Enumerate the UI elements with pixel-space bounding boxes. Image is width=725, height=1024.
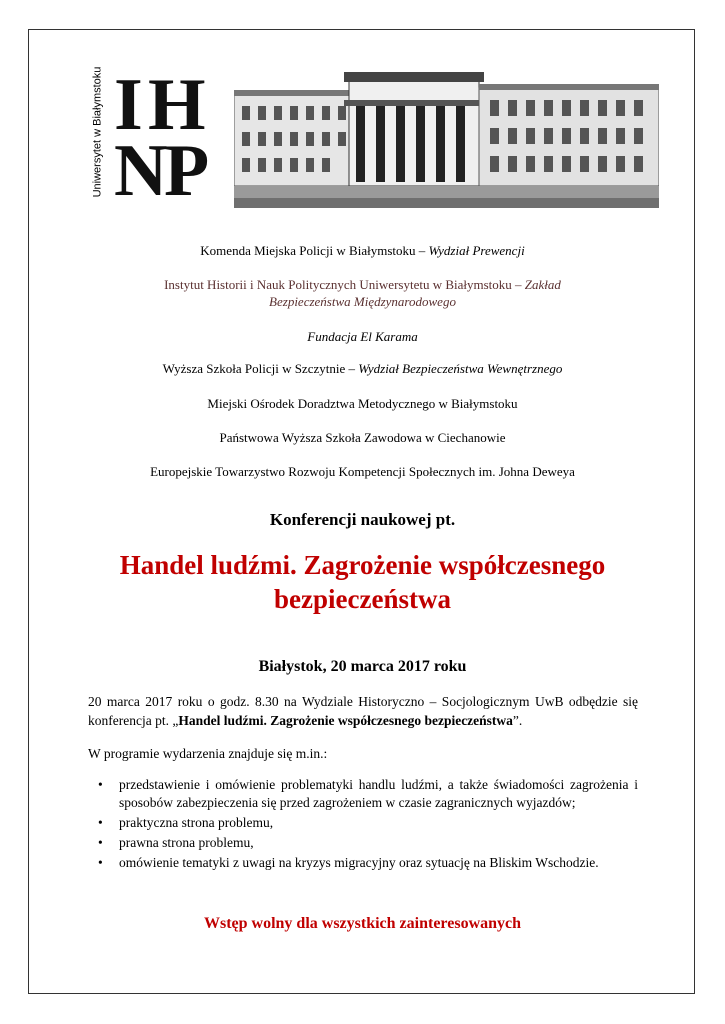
- list-item-text: przedstawienie i omówienie problematyki handlu ludźmi, a także świadomości zagrożenia i sposobów zabezpieczenia się przed zagrożeniem w czasie zagranicznych wyjazdów;: [119, 777, 638, 810]
- affiliation-foundation: [60, 328, 665, 345]
- affiliation-2-dept-1: Zakład: [524, 277, 561, 292]
- list-item: [88, 854, 638, 872]
- conference-title-line-1: Handel ludźmi. Zagrożenie współczesnego: [119, 550, 606, 580]
- list-item-text: prawna strona problemu,: [119, 835, 254, 850]
- conference-title-line-2: bezpieczeństwa: [274, 584, 451, 614]
- affiliation-police-academy: [60, 360, 665, 377]
- affiliation-1-name: Komenda Miejska Policji w Białymstoku –: [200, 243, 429, 258]
- list-item: [88, 834, 638, 852]
- affiliation-methodical-center: Miejski Ośrodek Doradztwa Metodycznego w Białymstoku: [207, 396, 518, 411]
- logo-letter-i: I: [114, 64, 143, 146]
- logo-letter-h: H: [148, 64, 206, 146]
- intro-text-b: ”.: [512, 713, 523, 728]
- header-banner: [84, 64, 659, 212]
- conference-title: [60, 548, 665, 616]
- bullet-icon: •: [98, 815, 103, 830]
- intro-text-a: 20 marca 2017 roku o godz. 8.30 na Wydziale Historyczno – Socjologicznym UwB odbędzie się konferencja pt. „: [88, 694, 638, 728]
- program-intro: W programie wydarzenia znajduje się m.in.:: [88, 746, 328, 761]
- list-item: [88, 814, 638, 832]
- university-building-image: [234, 72, 659, 208]
- program-list: [88, 776, 638, 874]
- conference-dateline: Białystok, 20 marca 2017 roku: [258, 658, 467, 675]
- logo-letter-p: P: [164, 130, 210, 212]
- intro-title-bold: Handel ludźmi. Zagrożenie współczesnego bezpieczeństwa: [178, 713, 513, 728]
- affiliation-police-hq: [60, 242, 665, 259]
- affiliation-1-dept: Wydział Prewencji: [428, 243, 525, 258]
- intro-paragraph: [88, 692, 638, 730]
- affiliation-dewey-society: Europejskie Towarzystwo Rozwoju Kompetencji Społecznych im. Johna Deweya: [150, 464, 575, 479]
- bullet-icon: •: [98, 777, 103, 792]
- affiliation-institute: [60, 276, 665, 310]
- affiliation-4-name: Wyższa Szkoła Policji w Szczytnie –: [162, 361, 359, 376]
- list-item-text: omówienie tematyki z uwagi na kryzys migracyjny oraz sytuację na Bliskim Wschodzie.: [119, 855, 599, 870]
- bullet-icon: •: [98, 835, 103, 850]
- affiliation-4-dept: Wydział Bezpieczeństwa Wewnętrznego: [358, 361, 563, 376]
- conference-label: Konferencji naukowej pt.: [269, 510, 456, 529]
- logo-letter-n: N: [114, 130, 168, 212]
- bullet-icon: •: [98, 855, 103, 870]
- affiliation-2-name: Instytut Historii i Nauk Politycznych Uniwersytetu w Białymstoku –: [164, 277, 525, 292]
- list-item-text: praktyczna strona problemu,: [119, 815, 274, 830]
- university-name-vertical: Uniwersytet w Białymstoku: [91, 66, 104, 198]
- affiliation-2-dept-2: Bezpieczeństwa Międzynarodowego: [269, 294, 456, 309]
- logo-university-text: [84, 64, 110, 200]
- list-item: [88, 776, 638, 812]
- affiliation-vocational-school: Państwowa Wyższa Szkoła Zawodowa w Ciechanowie: [219, 430, 506, 445]
- free-entry-notice: Wstęp wolny dla wszystkich zainteresowanych: [203, 915, 522, 932]
- affiliation-3-name: Fundacja El Karama: [307, 329, 418, 344]
